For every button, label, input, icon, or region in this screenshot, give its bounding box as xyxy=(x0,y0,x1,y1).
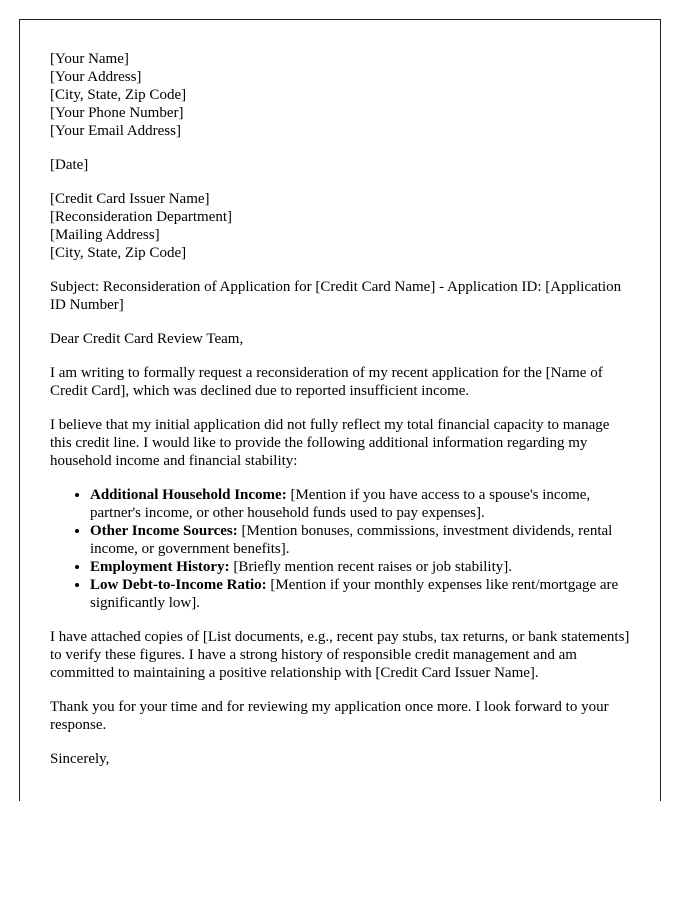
letter-content xyxy=(50,50,632,784)
list-item-label: Additional Household Income: xyxy=(90,487,287,503)
recipient-city-state-zip: [City, State, Zip Code] xyxy=(50,245,187,261)
income-details-list xyxy=(50,486,632,612)
subject-line: Subject: Reconsideration of Application for [Credit Card Name] - Application ID: [Application ID Number] xyxy=(50,279,622,313)
intro-paragraph: I am writing to formally request a reconsideration of my recent application for the [Name of Credit Card], which was declined due to reported insufficient income. xyxy=(50,365,603,399)
sender-name: [Your Name] xyxy=(50,51,129,67)
list-item-label: Other Income Sources: xyxy=(90,523,238,539)
attached-paragraph: I have attached copies of [List documents, e.g., recent pay stubs, tax returns, or bank statements] to verify these figures. I have a strong history of responsible credit management and am committed to maintaining a positive relationship with [Credit Card Issuer Name]. xyxy=(50,629,630,681)
list-item-text: [Mention if your monthly expenses like rent/mortgage are significantly low]. xyxy=(90,577,619,611)
sender-phone: [Your Phone Number] xyxy=(50,105,184,121)
sender-city-state-zip: [City, State, Zip Code] xyxy=(50,87,187,103)
list-item-text: [Briefly mention recent raises or job stability]. xyxy=(229,559,512,575)
list-item-text: [Mention if you have access to a spouse's income, partner's income, or other household funds used to pay expenses]. xyxy=(90,487,591,521)
list-item xyxy=(90,522,632,558)
letter-page xyxy=(19,19,661,801)
recipient-department: [Reconsideration Department] xyxy=(50,209,233,225)
salutation: Dear Credit Card Review Team, xyxy=(50,331,244,347)
sender-block xyxy=(50,50,632,140)
closing: Sincerely, xyxy=(50,751,110,767)
recipient-issuer: [Credit Card Issuer Name] xyxy=(50,191,210,207)
list-item-label: Low Debt-to-Income Ratio: xyxy=(90,577,267,593)
belief-paragraph: I believe that my initial application did not fully reflect my total financial capacity to manage this credit line. I would like to provide the following additional information regarding my household income and financial stability: xyxy=(50,417,610,469)
list-item-label: Employment History: xyxy=(90,559,230,575)
list-item xyxy=(90,558,632,576)
list-item xyxy=(90,576,632,612)
recipient-block xyxy=(50,190,632,262)
date-block xyxy=(50,156,632,174)
sender-address: [Your Address] xyxy=(50,69,142,85)
list-item xyxy=(90,486,632,522)
letter-date: [Date] xyxy=(50,157,89,173)
sender-email: [Your Email Address] xyxy=(50,123,181,139)
list-item-text: [Mention bonuses, commissions, investment dividends, rental income, or government benefits]. xyxy=(90,523,613,557)
thanks-paragraph: Thank you for your time and for reviewing my application once more. I look forward to your response. xyxy=(50,699,609,733)
recipient-address: [Mailing Address] xyxy=(50,227,160,243)
